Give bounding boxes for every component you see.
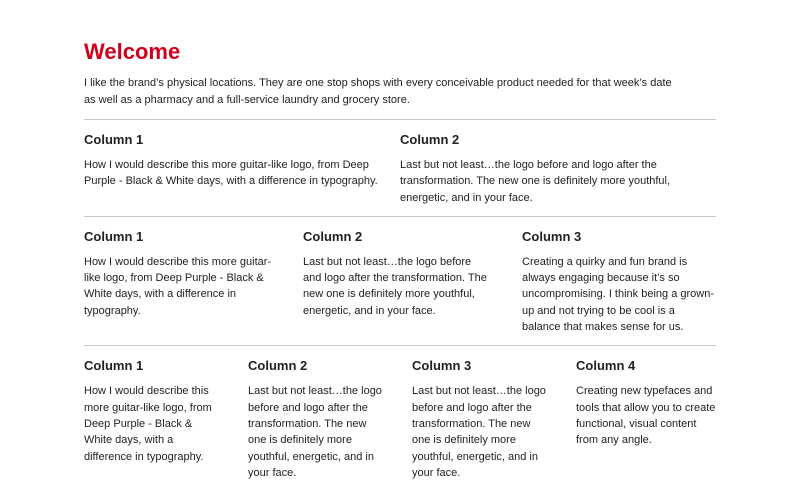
column-4 <box>576 358 716 481</box>
column-3 <box>522 229 716 335</box>
column-text: Creating new typefaces and tools that allow you to create functional, visual content from any angle. <box>576 385 716 447</box>
column-text: Last but not least…the logo before and logo after the transformation. The new one is definitely more youthful, energetic, and in your face. <box>248 385 382 479</box>
column-1 <box>84 132 400 206</box>
column-heading: Column 1 <box>84 132 144 147</box>
page-content <box>84 38 716 481</box>
column-heading: Column 2 <box>400 132 460 147</box>
column-text: How I would describe this more guitar-like logo, from Deep Purple - Black & White days, with a difference in typography. <box>84 159 378 188</box>
column-heading: Column 3 <box>412 358 472 374</box>
column-heading: Column 4 <box>576 358 636 374</box>
four-column-row <box>84 345 716 481</box>
column-2 <box>303 229 522 335</box>
three-column-row <box>84 216 716 335</box>
column-text: Last but not least…the logo before and logo after the transformation. The new one is definitely more youthful, energetic, and in your face. <box>303 255 487 317</box>
column-text: How I would describe this more guitar-like logo, from Deep Purple - Black & White days, with a difference in typography. <box>84 385 212 463</box>
column-1 <box>84 358 248 481</box>
page-title: Welcome <box>84 39 181 64</box>
column-heading: Column 1 <box>84 228 144 244</box>
column-heading: Column 2 <box>303 228 363 244</box>
column-2 <box>248 358 412 481</box>
column-text: Last but not least…the logo before and logo after the transformation. The new one is definitely more youthful, energetic, and in your face. <box>400 159 671 204</box>
column-2 <box>400 132 716 206</box>
column-heading: Column 3 <box>522 228 582 244</box>
column-heading: Column 2 <box>248 358 308 374</box>
column-heading: Column 1 <box>84 358 144 374</box>
column-text: How I would describe this more guitar-like logo, from Deep Purple - Black & White days, with a difference in typography. <box>84 255 272 317</box>
two-column-row <box>84 119 716 206</box>
column-text: Creating a quirky and fun brand is always engaging because it’s so uncompromising. I think being a grown-up and not trying to be cool is a balance that makes sense for us. <box>522 255 714 334</box>
column-1 <box>84 229 303 335</box>
column-3 <box>412 358 576 481</box>
intro-paragraph: I like the brand’s physical locations. They are one stop shops with every conceivable product needed for that week’s date as well as a pharmacy and a full-service laundry and grocery store. <box>84 77 672 106</box>
column-text: Last but not least…the logo before and logo after the transformation. The new one is definitely more youthful, energetic, and in your face. <box>412 385 546 479</box>
